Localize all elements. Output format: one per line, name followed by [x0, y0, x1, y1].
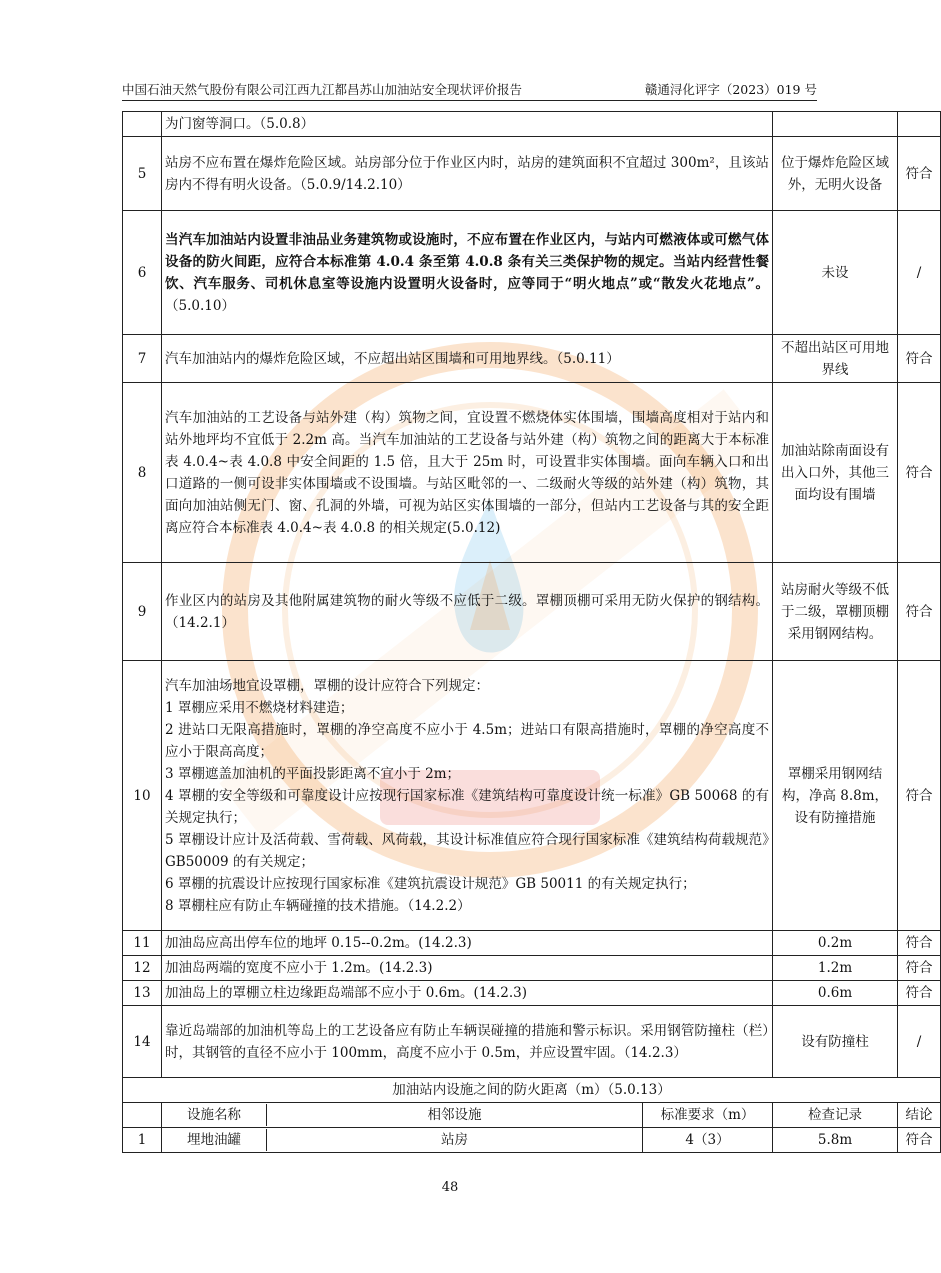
inspection-table — [122, 111, 941, 1153]
item-text — [162, 661, 773, 931]
item-text: 汽车加油站的工艺设备与站外建（构）筑物之间，宜设置不燃烧体实体围墙，围墙高度相对于站内和站外地坪均不宜低于 2.2m 高。当汽车加油站的工艺设备与站外建（构）筑物之间的距离大于本标准表 4.0.4~表 4.0.8 中安全间距的 1.5 倍，且大于 25m 时，可设置非实体围墙。面向车辆入口和出口道路的一侧可设非实体围墙或不设围墙。与站区毗邻的一、二级耐火等级的站外建（构）筑物，其面向加油站侧无门、窗、孔洞的外墙，可视为站区实体围墙的一部分，但站内工艺设备与其的安全距离应符合本标准表 4.0.4~表 4.0.8 的相关规定(5.0.12) — [162, 383, 773, 563]
item-text: 作业区内的站房及其他附属建筑物的耐火等级不应低于二级。罩棚顶棚可采用无防火保护的钢结构。（14.2.1） — [162, 563, 773, 661]
item-number: 1 — [123, 1128, 162, 1153]
check-record: 罩棚采用钢网结构，净高 8.8m，设有防撞措施 — [773, 661, 898, 931]
table-row — [123, 383, 941, 563]
item-text-line: 5 罩棚设计应计及活荷载、雪荷载、风荷载，其设计标准值应符合现行国家标准《建筑结构荷载规范》GB50009 的有关规定； — [165, 831, 770, 870]
facility-name: 埋地油罐 — [162, 1129, 267, 1151]
header-report-number: 赣通浔化评字（2023）019 号 — [644, 82, 817, 97]
table-row — [123, 137, 941, 211]
item-text-line: 8 罩棚柱应有防止车辆碰撞的技术措施。（14.2.2） — [165, 897, 471, 914]
conclusion: 符合 — [898, 661, 941, 931]
item-text: 为门窗等洞口。（5.0.8） — [162, 112, 773, 137]
column-header-standard: 标准要求（m） — [643, 1103, 773, 1128]
page-number: 48 — [441, 1180, 459, 1195]
item-text-line: 4 罩棚的安全等级和可靠度设计应按现行国家标准《建筑结构可靠度设计统一标准》GB 50068 的有关规定执行； — [165, 787, 770, 826]
table-row — [123, 1006, 941, 1078]
table-row — [123, 335, 941, 383]
item-number: 13 — [123, 981, 162, 1006]
check-record: 0.6m — [773, 981, 898, 1006]
item-text-line: 汽车加油场地宜设罩棚，罩棚的设计应符合下列规定： — [165, 677, 489, 694]
check-record: 不超出站区可用地界线 — [773, 335, 898, 383]
item-number: 9 — [123, 563, 162, 661]
item-text: 站房不应布置在爆炸危险区域。站房部分位于作业区内时，站房的建筑面积不宜超过 300m²，且该站房内不得有明火设备。（5.0.9/14.2.10） — [162, 137, 773, 211]
table-row — [123, 661, 941, 931]
item-number: 7 — [123, 335, 162, 383]
item-text-clause: （5.0.10） — [165, 297, 235, 314]
item-text-bold: 当汽车加油站内设置非油品业务建筑物或设施时，不应布置在作业区内，与站内可燃液体或可燃气体设备的防火间距，应符合本标准第 4.0.4 条至第 4.0.8 条有关三类保护物的规定。当站内经营性餐饮、汽车服务、司机休息室等设施内设置明火设备时，应等同于“明火地点”或“散发火花地点”。 — [165, 231, 770, 292]
check-record: 设有防撞柱 — [773, 1006, 898, 1078]
item-number: 12 — [123, 956, 162, 981]
item-text — [162, 211, 773, 335]
check-record: 加油站除南面设有出入口外，其他三面均设有围墙 — [773, 383, 898, 563]
table-row — [123, 1128, 941, 1153]
item-text-line: 1 罩棚应采用不燃烧材料建造； — [165, 699, 354, 716]
check-record: 1.2m — [773, 956, 898, 981]
column-header-result: 结论 — [898, 1103, 941, 1128]
item-text: 加油岛上的罩棚立柱边缘距岛端部不应小于 0.6m。(14.2.3) — [162, 981, 773, 1006]
conclusion: / — [898, 211, 941, 335]
table-row — [123, 563, 941, 661]
item-text-line: 3 罩棚遮盖加油机的平面投影距离不宜小于 2m； — [165, 765, 461, 782]
check-record: 位于爆炸危险区域外，无明火设备 — [773, 137, 898, 211]
conclusion: 符合 — [898, 956, 941, 981]
table-row — [123, 211, 941, 335]
check-record: 0.2m — [773, 931, 898, 956]
item-text: 加油岛两端的宽度不应小于 1.2m。(14.2.3) — [162, 956, 773, 981]
check-record: 未设 — [773, 211, 898, 335]
conclusion: / — [898, 1006, 941, 1078]
table-row — [123, 981, 941, 1006]
header-divider — [122, 100, 817, 101]
conclusion: 符合 — [898, 137, 941, 211]
column-header — [162, 1103, 643, 1128]
section-caption: 加油站内设施之间的防火距离（m）（5.0.13） — [123, 1078, 941, 1103]
conclusion: 符合 — [898, 931, 941, 956]
section-caption-row — [123, 1078, 941, 1103]
item-number: 6 — [123, 211, 162, 335]
column-header-facility: 设施名称 — [162, 1104, 267, 1126]
header-report-title: 中国石油天然气股份有限公司江西九江都昌苏山加油站安全现状评价报告 — [122, 82, 523, 97]
item-number: 8 — [123, 383, 162, 563]
table-row — [123, 956, 941, 981]
conclusion: 符合 — [898, 981, 941, 1006]
table-header-row — [123, 1103, 941, 1128]
item-number: 14 — [123, 1006, 162, 1078]
check-record: 5.8m — [773, 1128, 898, 1153]
conclusion: 符合 — [898, 1128, 941, 1153]
item-text-line: 2 进站口无限高措施时，罩棚的净空高度不应小于 4.5m；进站口有限高措施时，罩棚的净空高度不应小于限高高度； — [165, 721, 770, 760]
item-number: 5 — [123, 137, 162, 211]
item-text: 靠近岛端部的加油机等岛上的工艺设备应有防止车辆误碰撞的措施和警示标识。采用钢管防撞柱（栏）时，其钢管的直径不应小于 100mm，高度不应小于 0.5m，并应设置牢固。（14.2.3） — [162, 1006, 773, 1078]
column-header-record: 检查记录 — [773, 1103, 898, 1128]
conclusion: 符合 — [898, 563, 941, 661]
facility-cell — [162, 1128, 643, 1153]
conclusion: 符合 — [898, 383, 941, 563]
item-text-line: 6 罩棚的抗震设计应按现行国家标准《建筑抗震设计规范》GB 50011 的有关规定执行； — [165, 875, 696, 892]
adjacent-facility: 站房 — [441, 1132, 468, 1148]
item-number: 10 — [123, 661, 162, 931]
table-row — [123, 112, 941, 137]
standard-requirement: 4（3） — [643, 1128, 773, 1153]
item-number: 11 — [123, 931, 162, 956]
item-text: 加油岛应高出停车位的地坪 0.15--0.2m。(14.2.3) — [162, 931, 773, 956]
check-record: 站房耐火等级不低于二级，罩棚顶棚采用钢网结构。 — [773, 563, 898, 661]
page-header — [122, 80, 817, 98]
item-text: 汽车加油站内的爆炸危险区域，不应超出站区围墙和可用地界线。（5.0.11） — [162, 335, 773, 383]
conclusion: 符合 — [898, 335, 941, 383]
column-header-adjacent: 相邻设施 — [427, 1107, 482, 1123]
table-row — [123, 931, 941, 956]
